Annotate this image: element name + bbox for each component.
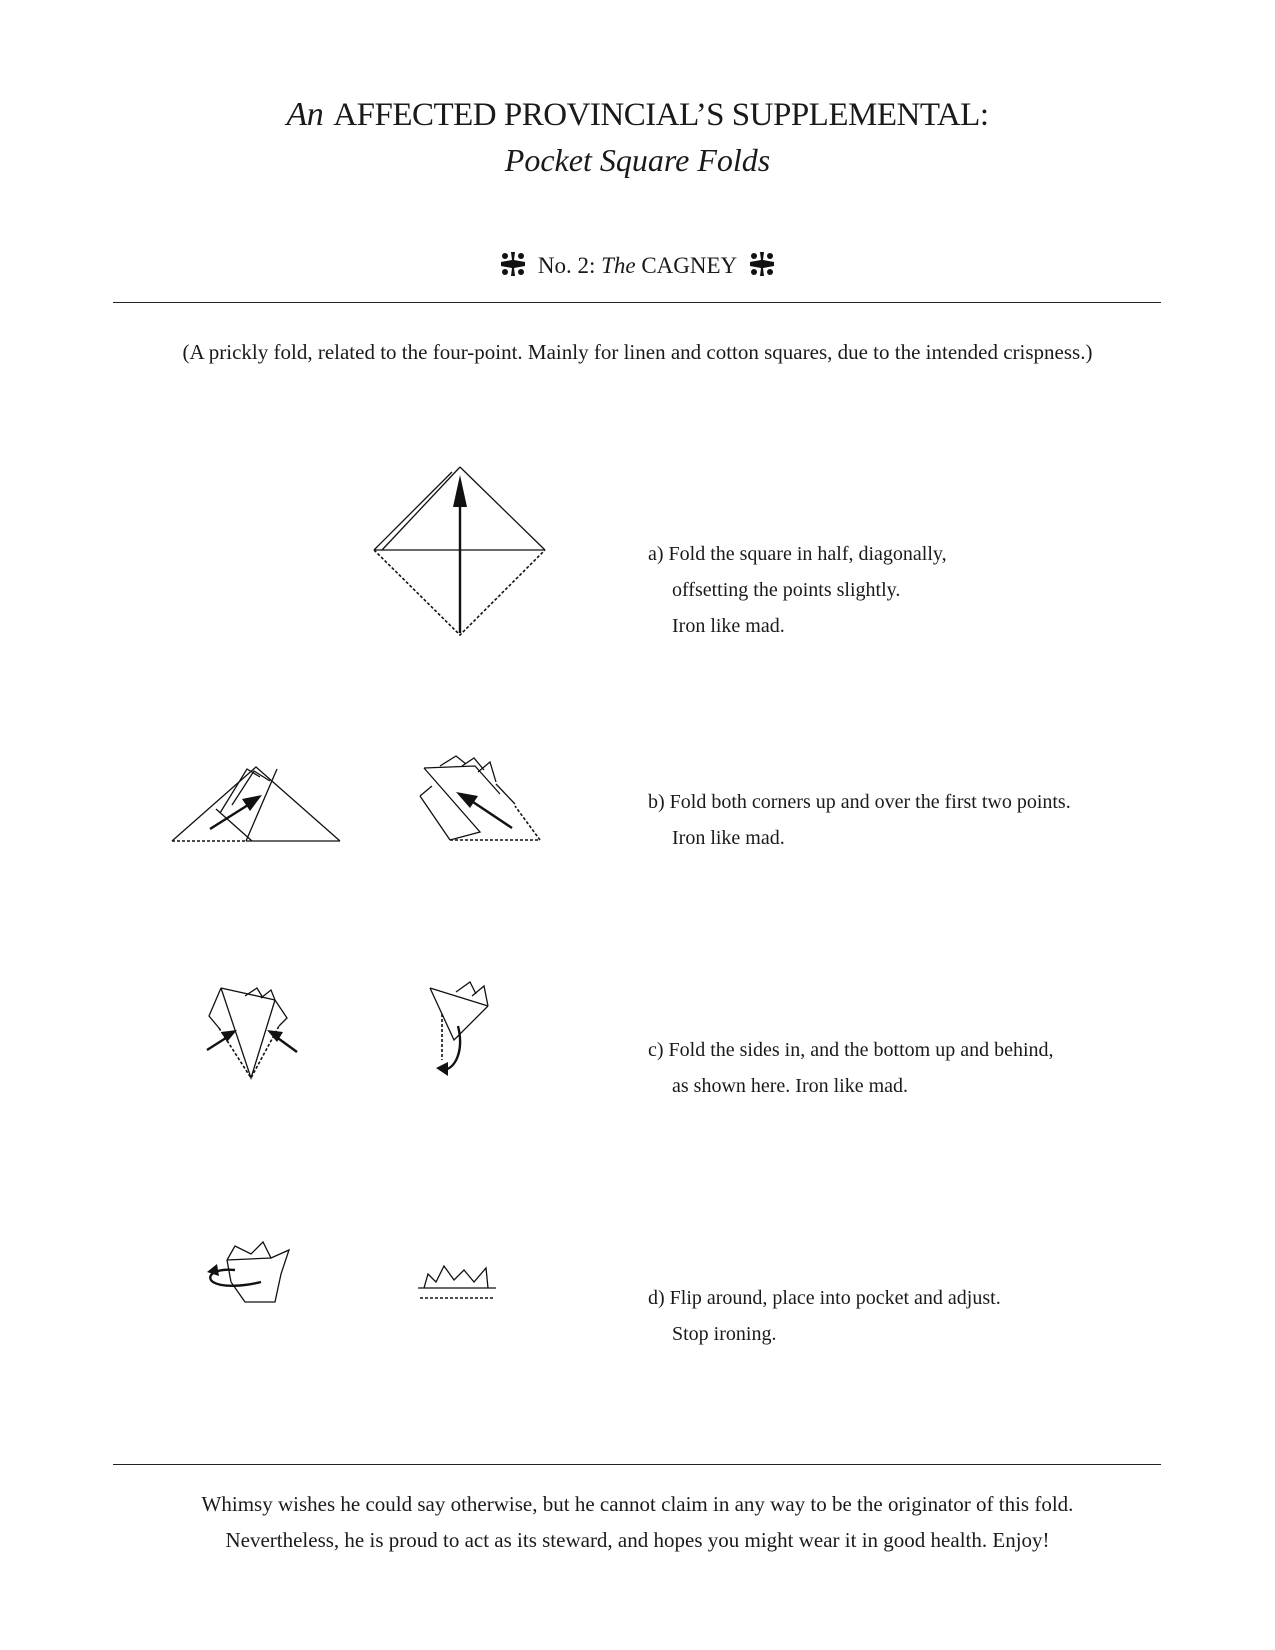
- flip-arrow: [207, 1264, 261, 1286]
- fold-heading: [0, 250, 1275, 284]
- fold-name-prefix: The: [601, 253, 636, 278]
- bottom-divider: [113, 1464, 1161, 1465]
- step-c-text: [648, 1032, 1054, 1104]
- step-a-text: [648, 536, 947, 644]
- title-an: An: [286, 96, 324, 133]
- step-line: offsetting the points slightly.: [672, 579, 901, 601]
- triangle-outline: [420, 756, 540, 840]
- step-line: Stop ironing.: [672, 1323, 777, 1345]
- top-divider: [113, 302, 1161, 303]
- step-d-text: [648, 1280, 1001, 1352]
- diagram-b2: [420, 754, 595, 849]
- intro-text: (A prickly fold, related to the four-point. Mainly for linen and cotton squares, due to the intended crispness.): [182, 340, 1093, 364]
- step-line: Iron like mad.: [672, 615, 785, 637]
- fold-arrow: [453, 475, 467, 633]
- fold-arrows: [207, 1030, 297, 1052]
- folded-shape: [227, 1242, 289, 1302]
- page-subtitle: Pocket Square Folds: [504, 142, 771, 178]
- step-line: as shown here. Iron like mad.: [672, 1075, 909, 1097]
- step-line: d) Flip around, place into pocket and adjust.: [648, 1287, 1001, 1309]
- step-line: b) Fold both corners up and over the first two points.: [648, 791, 1071, 813]
- diagram-c2: [428, 980, 508, 1085]
- step-line: c) Fold the sides in, and the bottom up and behind,: [648, 1039, 1054, 1061]
- fleuron-right-icon: [747, 250, 777, 284]
- fold-name: CAGNEY: [641, 253, 738, 278]
- footer-line-1: Whimsy wishes he could say otherwise, but he cannot claim in any way to be the originator of this fold.: [201, 1492, 1074, 1516]
- diagram-d2: [418, 1258, 500, 1308]
- title-main: AFFECTED PROVINCIAL’S SUPPLEMENTAL:: [333, 97, 989, 133]
- diagram-c1: [205, 988, 315, 1088]
- page-title: [0, 96, 1275, 134]
- diagram-a: [370, 455, 570, 640]
- triangle-outline: [172, 767, 340, 841]
- footer-text: [0, 1486, 1275, 1558]
- fold-arrow: [456, 792, 512, 828]
- footer-line-2: Nevertheless, he is proud to act as its steward, and hopes you might wear it in good health. Enjoy!: [225, 1528, 1050, 1552]
- step-line: a) Fold the square in half, diagonally,: [648, 543, 947, 565]
- step-line: Iron like mad.: [672, 827, 785, 849]
- fold-number: No. 2:: [537, 253, 596, 278]
- fleuron-left-icon: [498, 250, 528, 284]
- step-b-text: [648, 784, 1071, 856]
- fold-arrow: [436, 1026, 460, 1076]
- pocket-square: [418, 1266, 496, 1298]
- diagram-d1: [205, 1242, 305, 1312]
- diagram-b1: [172, 757, 347, 847]
